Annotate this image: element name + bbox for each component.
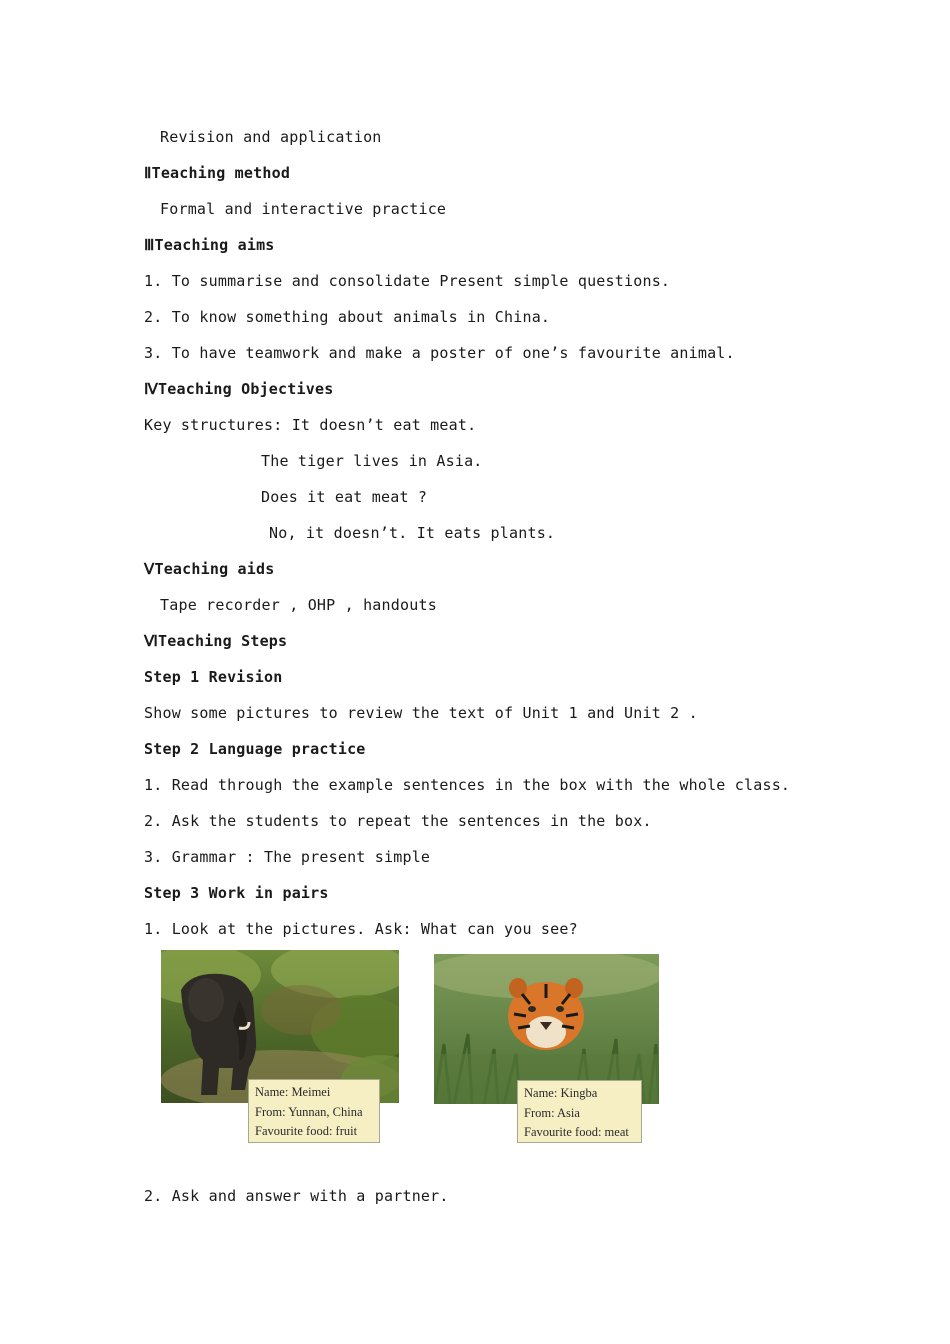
step-heading: Step 3 Work in pairs bbox=[144, 884, 329, 902]
text-line: Revision and application bbox=[160, 128, 382, 146]
text-line: Formal and interactive practice bbox=[160, 200, 447, 218]
tiger-food: Favourite food: meat bbox=[524, 1125, 629, 1139]
text-line: 3. To have teamwork and make a poster of one’s favourite animal. bbox=[144, 344, 735, 362]
text-line: Key structures: It doesn’t eat meat. bbox=[144, 416, 477, 434]
text-line: Show some pictures to review the text of Unit 1 and Unit 2 . bbox=[144, 704, 698, 722]
section-heading: ⅥTeaching Steps bbox=[144, 632, 288, 650]
section-heading: ⅢTeaching aims bbox=[144, 236, 275, 254]
section-heading: ⅡTeaching method bbox=[144, 164, 291, 182]
text-line: 2. Ask and answer with a partner. bbox=[144, 1187, 449, 1205]
text-line: Tape recorder , OHP , handouts bbox=[160, 596, 437, 614]
tiger-from: From: Asia bbox=[524, 1105, 580, 1120]
step-heading: Step 2 Language practice bbox=[144, 740, 366, 758]
text-line: 1. Look at the pictures. Ask: What can you see? bbox=[144, 920, 578, 938]
text-line: 3. Grammar : The present simple bbox=[144, 848, 431, 866]
section-heading: ⅤTeaching aids bbox=[144, 560, 275, 578]
step-heading: Step 1 Revision bbox=[144, 668, 283, 686]
elephant-info-card bbox=[248, 1079, 380, 1143]
elephant-name: Name: Meimei bbox=[255, 1085, 331, 1099]
text-line: 2. Ask the students to repeat the sentences in the box. bbox=[144, 812, 652, 830]
tiger-info-card bbox=[517, 1080, 642, 1143]
elephant-food: Favourite food: fruit bbox=[255, 1124, 358, 1138]
elephant-from: From: Yunnan, China bbox=[255, 1104, 363, 1119]
text-line: 1. Read through the example sentences in the box with the whole class. bbox=[144, 776, 791, 794]
text-line: No, it doesn’t. It eats plants. bbox=[269, 524, 556, 542]
section-heading: ⅣTeaching Objectives bbox=[144, 380, 334, 398]
text-line: 1. To summarise and consolidate Present simple questions. bbox=[144, 272, 671, 290]
tiger-name: Name: Kingba bbox=[524, 1086, 598, 1100]
text-line: Does it eat meat ? bbox=[261, 488, 428, 506]
text-line: The tiger lives in Asia. bbox=[261, 452, 483, 470]
text-line: 2. To know something about animals in China. bbox=[144, 308, 551, 326]
